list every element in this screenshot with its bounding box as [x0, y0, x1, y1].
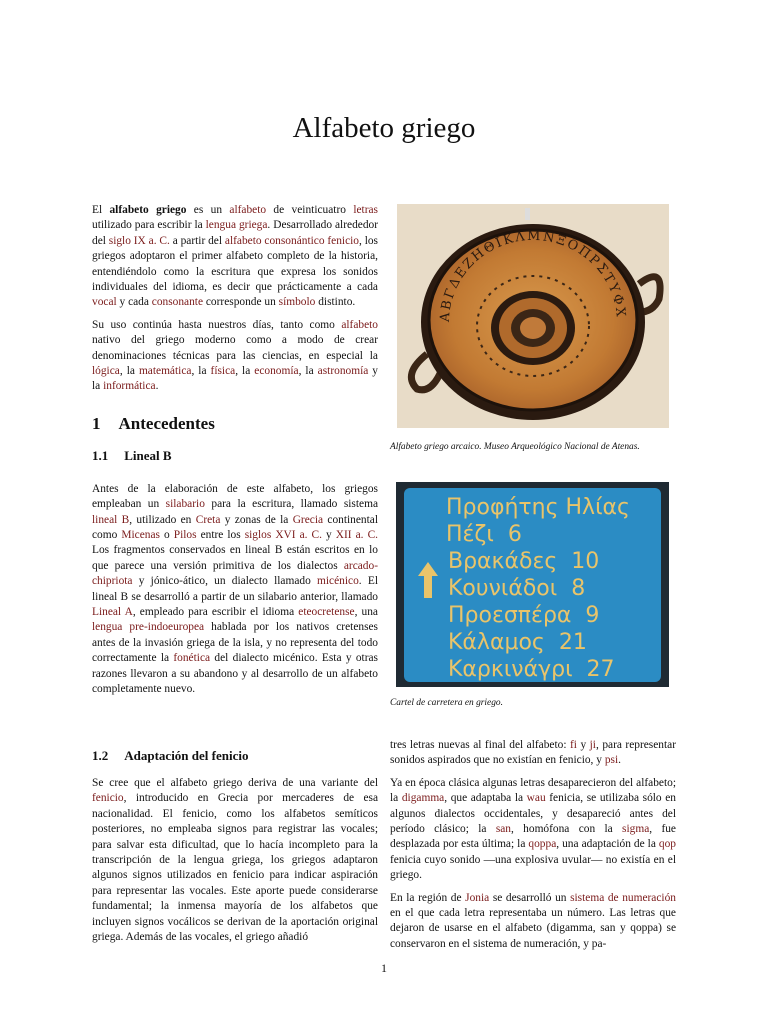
text-run: Se cree que el alfabeto griego deriva de una variante del	[92, 777, 378, 789]
sign-place-name: Καρκινάγρι	[448, 657, 573, 682]
text-run: y jónico-ático, un dialecto llamado	[132, 575, 318, 588]
text-run: , la	[191, 365, 211, 378]
wiki-link[interactable]: informática	[103, 380, 156, 393]
sign-distance: 21	[558, 630, 587, 655]
intro-paragraph-2	[92, 318, 378, 395]
wiki-link[interactable]: lineal B	[92, 513, 130, 526]
wiki-link[interactable]: digamma	[401, 792, 445, 805]
wiki-link[interactable]: psi	[604, 754, 619, 767]
wiki-link[interactable]: física	[210, 365, 236, 378]
text-run: , homófona con la	[511, 823, 623, 836]
road-sign-drawing	[396, 482, 669, 687]
wiki-link[interactable]: consonante	[151, 296, 204, 309]
subsection-heading-adaptacion	[92, 748, 248, 764]
text-run: , utilizado en	[129, 513, 196, 526]
subsection-number: 1.2	[92, 748, 109, 763]
sign-distance: 27	[586, 657, 615, 682]
text-run: para la escritura, llamado sistema	[204, 498, 378, 511]
wiki-link[interactable]: fi	[570, 739, 577, 751]
left-column-lower	[92, 776, 378, 952]
left-column-upper	[92, 203, 378, 704]
wiki-link[interactable]: fonética	[173, 652, 211, 665]
page-title: Alfabeto griego	[292, 112, 476, 144]
wiki-link[interactable]: símbolo	[278, 296, 316, 309]
text-run: Antes de la elaboración de este alfabeto, los griegos empleaban un	[92, 482, 378, 511]
text-run: , una adaptación de la	[556, 838, 659, 851]
wiki-link[interactable]: sistema de numeración	[570, 891, 676, 904]
sign-distance: 9	[585, 603, 600, 628]
text-run: entre los	[196, 528, 245, 541]
page-number: 1	[381, 961, 387, 975]
text-run: Los fragmentos conservados en lineal B están escritos en lo que parece una versión primitiva de los dialectos	[92, 544, 378, 572]
wiki-link[interactable]: siglo IX a. C.	[108, 234, 170, 247]
text-run: , que adaptaba la	[444, 792, 527, 805]
text-run: .	[618, 754, 621, 767]
text-run: o	[159, 528, 174, 541]
wiki-link[interactable]: fenicio	[92, 792, 124, 805]
wiki-link[interactable]: qoppa	[528, 838, 557, 851]
text-run: y zonas de la	[220, 513, 293, 526]
letters-paragraph	[390, 738, 676, 769]
subsection-title: Lineal B	[124, 448, 172, 464]
wiki-link[interactable]: arcado-chipriota	[92, 559, 378, 588]
wiki-link[interactable]: micénico	[317, 575, 359, 588]
wiki-link[interactable]: lógica	[92, 365, 120, 378]
wiki-link[interactable]: Jonia	[465, 891, 490, 904]
text-run: , los griegos adoptaron el primer alfabeto completo de la historia, entendiéndolo como la escritura que expresa los sonidos individuales del idioma, es decir que prácticamente a cada	[92, 234, 378, 294]
wiki-link[interactable]: wau	[526, 792, 546, 805]
inscription-text: ΑΒΓΔΕΖΗΘΙΚΛΜΝΞΟΠΡΣΤΥΦΧ	[437, 228, 629, 323]
wiki-link[interactable]: lengua griega	[205, 219, 268, 232]
text-run: del dialecto micénico. Esta y otras razones llevaron a su abandono y al desarrollo de un alfabeto completamente nuevo.	[92, 652, 378, 695]
intro-paragraph-1	[92, 203, 378, 311]
wiki-link[interactable]: alfabeto	[229, 204, 267, 216]
subsection-heading-lineal-b	[92, 448, 378, 463]
wiki-link[interactable]: eteocretense	[298, 605, 355, 618]
wiki-link[interactable]: letras	[353, 204, 378, 216]
wiki-link[interactable]: lengua pre-indoeuropea	[92, 621, 205, 634]
kylix-image	[397, 204, 669, 428]
text-run: y cada	[116, 296, 152, 309]
text-run: fenicia, se utilizaba sólo en algunos dialectos occidentales, y desapareció antes del período clásico; la	[390, 792, 676, 836]
text-run: y	[322, 528, 336, 541]
text-run: de veinticuatro	[266, 204, 354, 216]
figure2-caption: Cartel de carretera en griego.	[390, 698, 503, 708]
classical-paragraph	[390, 776, 676, 884]
wiki-link[interactable]: silabario	[165, 498, 205, 511]
wiki-link[interactable]: qop	[658, 838, 676, 851]
text-run: En la región de	[390, 891, 466, 904]
section-number: 1	[92, 413, 101, 433]
text-run: . Desarrollado alrededor del	[92, 219, 379, 247]
subsection-number: 1.1	[92, 448, 109, 464]
wiki-link[interactable]: ji	[589, 739, 596, 751]
wiki-link[interactable]: Pilos	[173, 528, 197, 541]
text-run: , fue desplazada por esta última; la	[390, 823, 676, 851]
text-run: , la	[119, 365, 139, 378]
text-run: , introducido en Grecia por mercaderes de esa nacionalidad. El fenicio, como los alfabetos semíticos posteriores, no empleaba signos para registrar las vocales; para salvar esta dificultad, que lo hacía incompleto para la transcripción de la lengua griega, los griegos adaptaron algunos signos utilizados en fenicio para indicar aspiración para representar las vocales. Este aporte puede considerarse fundamental; la inmensa mayoría de los alfabetos que incluyen signos vocálicos se derivan de la aportación original griega. Además de las vocales, el griego añadió	[92, 792, 378, 944]
text-run: y la	[92, 365, 379, 393]
numeration-paragraph	[390, 891, 676, 953]
text-run: El	[92, 204, 110, 216]
sign-place-name: Προεσπέρα	[448, 603, 572, 628]
subsection-title: Adaptación del fenicio	[124, 748, 249, 763]
text-run: nativo del griego moderno como a modo de crear denominaciones técnicas para las ciencias, en especial la	[92, 334, 378, 362]
wiki-link[interactable]: Lineal A	[92, 605, 133, 618]
text-run: fenicia cuyo sonido —una explosiva uvular— no existía en el griego.	[390, 853, 676, 882]
text-run: Su uso continúa hasta nuestros días, tanto como	[92, 318, 342, 331]
text-run: , la	[298, 365, 318, 378]
wiki-link[interactable]: san	[495, 823, 511, 836]
wiki-link[interactable]: sigma	[622, 823, 650, 836]
sign-distance: 8	[571, 576, 586, 601]
text-run: . El lineal B se desarrolló a partir de un silabario anterior, llamado	[92, 575, 378, 603]
figure1-caption: Alfabeto griego arcaico. Museo Arqueológico Nacional de Atenas.	[390, 442, 640, 452]
text-run: a partir del	[169, 234, 225, 247]
text-run: , empleado para escribir el idioma	[132, 605, 299, 618]
wiki-link[interactable]: alfabeto	[341, 318, 378, 331]
right-column-lower	[390, 738, 676, 959]
wiki-link[interactable]: alfabeto consonántico fenicio	[224, 234, 359, 247]
wiki-link[interactable]: siglos XVI a. C.	[244, 528, 322, 541]
sign-place-name: Προφήτης Ηλίας	[446, 495, 630, 520]
text-run: distinto.	[315, 296, 356, 309]
wiki-link[interactable]: Micenas	[121, 528, 160, 541]
text-run: , la	[235, 365, 255, 378]
wiki-link[interactable]: economía	[254, 365, 299, 378]
fenicio-paragraph	[92, 776, 378, 945]
wiki-link[interactable]: vocal	[92, 296, 117, 309]
sign-place-name: Κουνιάδοι	[448, 576, 558, 601]
text-run: Ya en época clásica algunas letras desaparecieron del alfabeto; la	[390, 776, 676, 805]
text-run: .	[155, 380, 159, 393]
text-run: , una	[354, 605, 378, 618]
text-run: tres letras nuevas al final del alfabeto:	[390, 739, 570, 751]
sign-place-name: Βρακάδες	[448, 549, 558, 574]
wiki-link[interactable]: XII a. C.	[335, 528, 379, 541]
wiki-link[interactable]: astronomía	[317, 365, 369, 378]
lineal-b-paragraph	[92, 482, 378, 698]
wiki-link[interactable]: Creta	[195, 513, 221, 526]
text-run: continental como	[92, 513, 379, 541]
text-run: utilizado para escribir la	[92, 219, 206, 232]
text-run: hablada por los nativos cretenses antes de la invasión griega de la isla, y no representa del todo correctamente la	[92, 621, 378, 665]
text-run: es un	[186, 204, 230, 216]
kylix-drawing	[397, 204, 669, 428]
sign-place-name: Κάλαμος	[448, 630, 545, 655]
text-run: se desarrolló un	[489, 891, 571, 904]
bold-term: alfabeto griego	[109, 204, 187, 216]
sign-place-name: Πέζι	[446, 522, 494, 547]
section-title: Antecedentes	[118, 413, 215, 433]
text-run: corresponde un	[203, 296, 279, 309]
text-run: en el que cada letra representaba un número. Las letras que dejaron de usarse en el alfabeto (digamma, san y qoppa) se conservaron en el sistema de numeración, y pa-	[390, 907, 676, 950]
section-heading-antecedentes	[92, 413, 378, 433]
sign-distance: 10	[571, 549, 600, 574]
wiki-link[interactable]: Grecia	[292, 513, 324, 526]
wiki-link[interactable]: matemática	[138, 365, 192, 378]
text-run: y	[576, 739, 590, 751]
text-run: , para representar sonidos aspirados que no existían en fenicio, y	[390, 739, 676, 767]
road-sign-image	[396, 482, 669, 687]
sign-distance: 6	[507, 522, 522, 547]
